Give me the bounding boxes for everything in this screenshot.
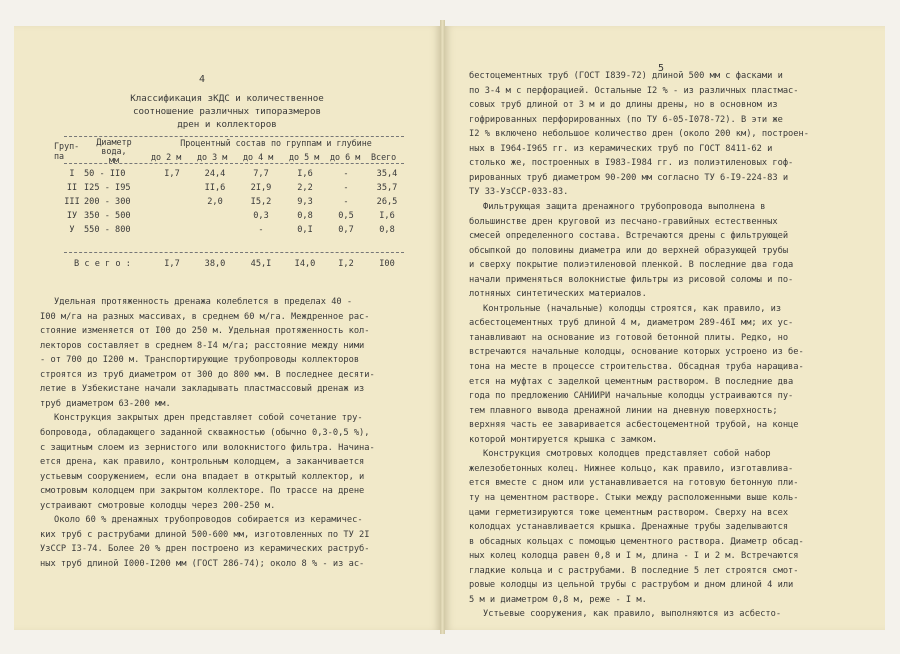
text-line: года по предложению САНИИРИ начальные колодцы устраиваются пу-: [469, 391, 794, 402]
text-line: ных в I964-I965 гг. из керамических труб по ГОСТ 8411-62 и: [469, 143, 773, 154]
text-line: совых труб длиной от 3 м и до длины дрены, но в основном из: [469, 100, 778, 111]
cell-value: 0,3: [253, 211, 269, 221]
text-line: Конструкция закрытых дрен представляет собой сочетание тру-: [54, 413, 363, 424]
cell-group: III: [64, 197, 80, 207]
text-line: с защитным слоем из зернистого или волокнистого фильтра. Начина-: [40, 442, 375, 453]
text-line: встречаются начальные колодцы, основание которых устроено из бе-: [469, 347, 804, 358]
text-line: тем плавного вывода дренажной линии на дневную поверхность;: [469, 405, 778, 416]
text-line: - от 700 до I200 м. Транспортирующие трубопроводы коллекторов: [40, 355, 360, 366]
page-number: 4: [199, 74, 206, 85]
cell-value: -: [258, 225, 264, 235]
header-diameter-line: вода,: [101, 146, 127, 156]
text-line: Фильтрующая защита дренажного трубопровода выполнена в: [483, 201, 766, 212]
text-line: летие в Узбекистане начали закладывать пластмассовый дренаж из: [40, 384, 365, 395]
header-depth: до 5 м: [289, 152, 320, 162]
table-row: [60, 209, 408, 223]
table-row: [60, 181, 408, 195]
text-line: ных колец колодца равен 0,8 и I м, длина - I и 2 м. Встречаются: [469, 551, 799, 562]
cell-total: 35,4: [376, 169, 398, 179]
cell-value: 2I,9: [250, 183, 272, 193]
text-line: Около 60 % дренажных трубопроводов собирается из керамичес-: [54, 515, 363, 526]
header-diameter-line: мм: [108, 155, 120, 165]
cell-value: 7,7: [253, 169, 269, 179]
cell-value: [152, 223, 192, 237]
cell-value: 38,0: [204, 259, 226, 269]
text-line: ется на муфтах с заделкой цементным раствором. В последние два: [469, 376, 794, 387]
text-line: Удельная протяженность дренажа колеблется в пределах 40 -: [54, 297, 353, 307]
text-line: ется дрена, как правило, контрольным колодцем, а заканчивается: [40, 457, 365, 468]
table-heading-line: дрен и коллекторов: [177, 119, 277, 130]
cell-total: 0,8: [379, 225, 395, 235]
text-line: стояние изменяется от I00 до 250 м. Удельная протяженность кол-: [40, 326, 370, 337]
text-line: труб диаметром 63-200 мм.: [40, 398, 171, 409]
table-row: [60, 223, 408, 237]
cell-range: 50 - II0: [84, 169, 126, 179]
header-group: Груп-па: [54, 141, 80, 161]
cell-range: 350 - 500: [84, 211, 131, 221]
classification-table: [60, 167, 408, 271]
text-line: I2 % включено небольшое количество дрен (около 200 км), построен-: [469, 129, 809, 140]
text-line: верхняя часть ее заваривается асбестоцементной трубой, на конце: [469, 420, 799, 431]
text-line: большинстве дрен круговой из песчано-гравийных естественных: [469, 216, 778, 227]
header-depth: до 2 м: [151, 152, 182, 162]
text-line: обсыпкой до половины диаметра или до верхней образующей трубы: [469, 245, 789, 256]
text-line: бопровода, обладающего заданной скважностью (обычно 0,3-0,5 %),: [40, 427, 370, 438]
header-depth: до 4 м: [243, 152, 274, 162]
cell-value: II,6: [204, 183, 226, 193]
header-depth: Всего: [371, 152, 397, 162]
cell-value: I,2: [338, 259, 354, 269]
cell-total: I,6: [379, 211, 395, 221]
cell-group: IУ: [66, 211, 78, 221]
text-line: танавливают на основание из готовой бетонной плиты. Редко, но: [469, 332, 789, 343]
cell-value: 2,2: [297, 183, 313, 193]
header-depth: до 3 м: [197, 152, 228, 162]
cell-total: 26,5: [376, 197, 398, 207]
cell-value: [192, 223, 238, 237]
cell-value: 0,8: [297, 211, 313, 221]
cell-range: I25 - I95: [84, 183, 131, 193]
text-line: устраивают смотровые колодцы через 200-250 м.: [40, 500, 276, 511]
text-line: Конструкция смотровых колодцев представляет собой набор: [483, 449, 771, 460]
cell-value: I,7: [164, 169, 180, 179]
cell-value: [152, 209, 192, 223]
text-line: бестоцементных труб (ГОСТ I839-72) длиной 500 мм с фасками и: [469, 71, 783, 81]
right-page: [445, 26, 885, 630]
text-line: ту на цементном растворе. Стыки между расположенными выше коль-: [469, 492, 799, 503]
text-line: гофрированных перфорированных (по ТУ 6-05-I078-72). В эти же: [469, 114, 783, 125]
text-line: устьевым сооружением, если она впадает в открытый коллектор, и: [40, 471, 365, 482]
cell-value: 9,3: [297, 197, 313, 207]
header-diameter-line: Диаметр: [96, 137, 132, 147]
cell-total: 35,7: [376, 183, 398, 193]
header-depth: до 6 м: [330, 152, 361, 162]
text-line: и сверху покрытие полиэтиленовой пленкой. В последние два года: [469, 260, 794, 271]
cell-value: I,7: [164, 259, 180, 269]
cell-value: I4,0: [294, 259, 316, 269]
text-line: Контрольные (начальные) колодцы строятся, как правило, из: [483, 303, 782, 314]
cell-value: I,6: [297, 169, 313, 179]
cell-range: 550 - 800: [84, 225, 131, 235]
text-line: лотняных синтетических материалов.: [469, 289, 647, 300]
text-line: цами герметизируются тоже цементным раствором. Сверху на всех: [469, 507, 789, 518]
text-line: УзССР I3-74. Более 20 % дрен построено из керамических раструб-: [40, 544, 370, 555]
text-line: ких труб с раструбами длиной 500-600 мм, изготовленных по ТУ 2I: [40, 529, 370, 540]
text-line: 5 м и диаметром 0,8 м, реже - I м.: [469, 594, 647, 605]
cell-value: 45,I: [250, 259, 272, 269]
text-line: ровые колодцы из цельной трубы с раструбом и дном длиной 4 или: [469, 580, 794, 591]
text-line: ется вместе с дном или устанавливается на готовую бетонную пли-: [469, 478, 799, 489]
cell-total: I00: [379, 259, 395, 269]
cell-value: 0,I: [297, 225, 313, 235]
text-line: столько же, построенных в I983-I984 гг. из полиэтиленовых гоф-: [469, 158, 794, 169]
cell-group: У: [69, 225, 75, 235]
cell-value: -: [343, 169, 349, 179]
cell-value: [152, 181, 192, 195]
text-line: ных труб длиной I000-I200 мм (ГОСТ 286-74); около 8 % - из ас-: [40, 558, 365, 569]
cell-value: 24,4: [204, 169, 226, 179]
table-row: [60, 167, 408, 181]
text-line: I00 м/га на разных массивах, в среднем 60 м/га. Междренное рас-: [40, 311, 370, 322]
table-totals-row: [60, 257, 408, 271]
text-line: гладкие кольца и с раструбами. В последние 5 лет строятся смот-: [469, 565, 799, 576]
page-number: 5: [658, 63, 665, 74]
text-line: ТУ 33-УзССР-033-83.: [469, 187, 569, 198]
left-page: [14, 26, 440, 630]
cell-value: [192, 209, 238, 223]
text-line: колодцах устанавливается крышка. Дренажные трубы заделываются: [469, 522, 789, 533]
text-line: рированных труб диаметром 90-200 мм согласно ТУ 6-I9-224-83 и: [469, 172, 789, 183]
text-line: лекторов составляет в среднем 8-I4 м/га; расстояние между ними: [40, 340, 365, 351]
text-line: тона на месте в процессе строительства. Обсадная труба наращива-: [469, 362, 804, 372]
text-line: начали применяться волокнистые фильтры из рисовой соломы и по-: [469, 274, 794, 285]
cell-value: -: [343, 197, 349, 207]
text-line: которой монтируется крышка с замком.: [469, 434, 658, 445]
text-line: Устьевые сооружения, как правило, выполняются из асбесто-: [483, 609, 782, 620]
text-line: в обсадных кольцах с помощью цементного раствора. Диаметр обсад-: [469, 536, 804, 547]
cell-value: [152, 195, 192, 209]
cell-value: I5,2: [250, 197, 272, 207]
totals-label: В с е г о :: [74, 259, 131, 269]
cell-range: 200 - 300: [84, 197, 131, 207]
cell-value: 2,0: [207, 197, 223, 207]
table-row: [60, 195, 408, 209]
text-line: строятся из труб диаметром от 300 до 800 мм. В последнее десяти-: [40, 369, 375, 380]
text-line: асбестоцементных труб длиной 4 м, диаметром 289-46I мм; их ус-: [469, 318, 794, 329]
cell-group: I: [69, 169, 75, 179]
text-line: смотровым колодцем при закрытом коллекторе. По трассе на дрене: [40, 486, 365, 497]
header-composition: Процентный состав по группам и глубине: [180, 138, 372, 148]
table-heading-line: соотношение различных типоразмеров: [132, 106, 322, 117]
text-line: смесей определенного состава. Встречаются дрены с фильтрующей: [469, 231, 789, 242]
cell-value: -: [343, 183, 349, 193]
cell-value: 0,7: [338, 225, 354, 235]
cell-value: 0,5: [338, 211, 354, 221]
text-line: железобетонных колец. Нижнее кольцо, как правило, изготавлива-: [469, 463, 794, 474]
table-heading-line: Классификация зКДС и количественное: [130, 93, 324, 104]
cell-group: II: [66, 183, 78, 193]
text-line: по 3-4 м с перфорацией. Остальные I2 % - из различных пластмас-: [469, 85, 799, 96]
